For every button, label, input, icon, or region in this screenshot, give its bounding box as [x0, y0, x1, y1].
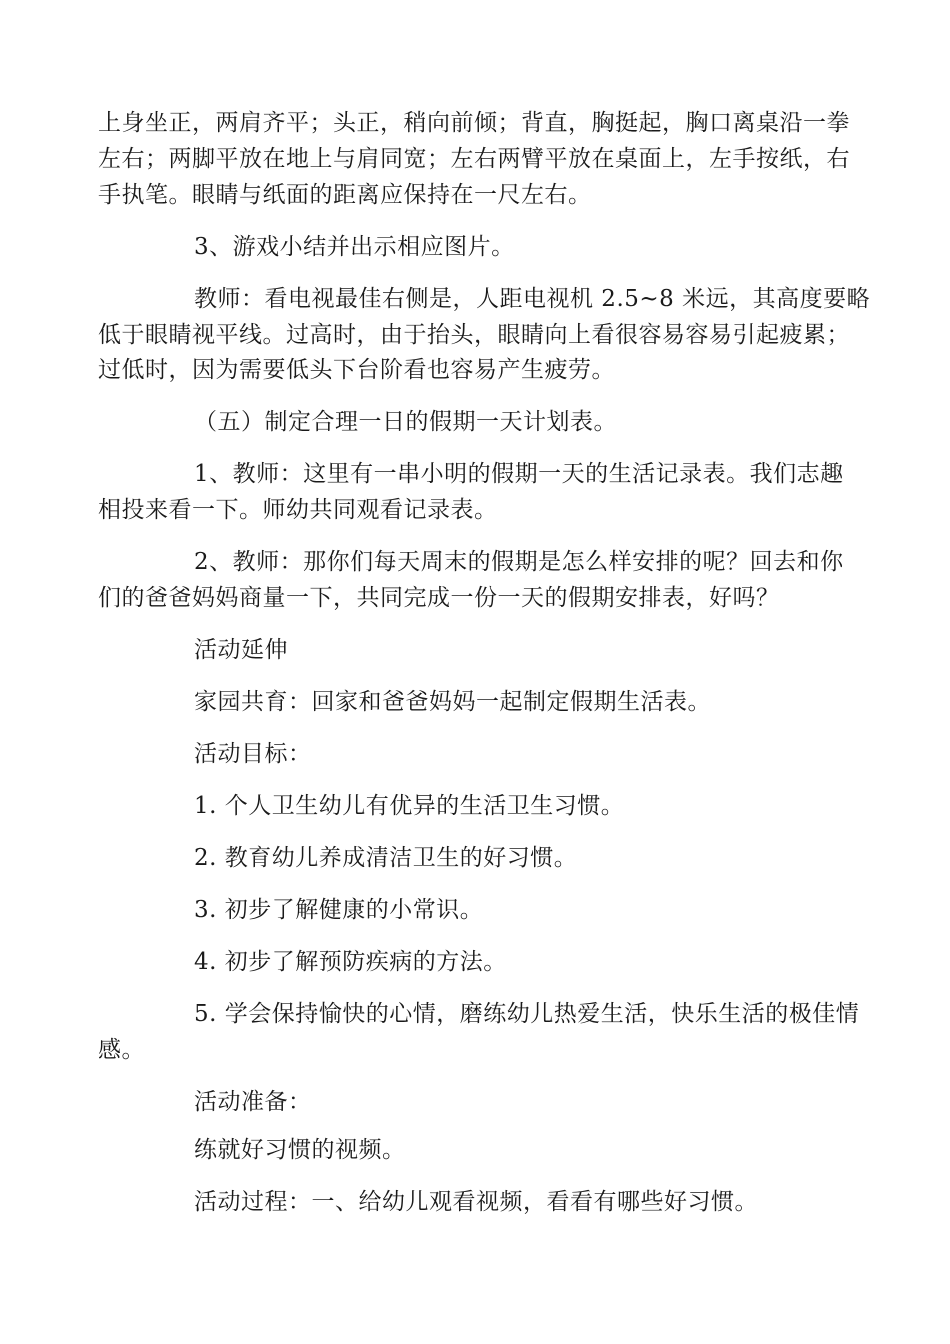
- text-line: 教师：看电视最佳右侧是，人距电视机 2.5~8 米远，其高度要略: [194, 286, 871, 312]
- text-line: 5. 学会保持愉快的心情，磨练幼儿热爱生活，快乐生活的极佳情: [194, 1001, 860, 1027]
- text-line: 过低时，因为需要低头下台阶看也容易产生疲劳。: [98, 357, 615, 383]
- text-line: 们的爸爸妈妈商量一下，共同完成一份一天的假期安排表，好吗？: [98, 585, 780, 611]
- text-line: （五）制定合理一日的假期一天计划表。: [194, 409, 617, 435]
- text-line: 活动延伸: [194, 637, 288, 663]
- text-line: 低于眼睛视平线。过高时，由于抬头，眼睛向上看很容易容易引起疲累；: [98, 322, 850, 348]
- text-line: 1. 个人卫生幼儿有优异的生活卫生习惯。: [194, 793, 625, 819]
- text-line: 活动准备：: [194, 1089, 312, 1115]
- text-line: 手执笔。眼睛与纸面的距离应保持在一尺左右。: [98, 182, 592, 208]
- text-line: 相投来看一下。师幼共同观看记录表。: [98, 497, 498, 523]
- text-line: 3、游戏小结并出示相应图片。: [194, 234, 515, 260]
- text-line: 2、教师：那你们每天周末的假期是怎么样安排的呢？回去和你: [194, 549, 844, 575]
- text-line: 4. 初步了解预防疾病的方法。: [194, 949, 507, 975]
- text-line: 2. 教育幼儿养成清洁卫生的好习惯。: [194, 845, 578, 871]
- text-line: 3. 初步了解健康的小常识。: [194, 897, 484, 923]
- text-line: 家园共育：回家和爸爸妈妈一起制定假期生活表。: [194, 689, 711, 715]
- text-line: 活动过程：一、给幼儿观看视频，看看有哪些好习惯。: [194, 1189, 758, 1215]
- text-line: 上身坐正，两肩齐平；头正，稍向前倾；背直，胸挺起，胸口离桌沿一拳: [98, 110, 850, 136]
- text-line: 1、教师：这里有一串小明的假期一天的生活记录表。我们志趣: [194, 461, 844, 487]
- text-line: 左右；两脚平放在地上与肩同宽；左右两臂平放在桌面上，左手按纸，右: [98, 146, 850, 172]
- text-line: 活动目标：: [194, 741, 312, 767]
- text-line: 练就好习惯的视频。: [194, 1137, 406, 1163]
- text-line: 感。: [98, 1037, 145, 1063]
